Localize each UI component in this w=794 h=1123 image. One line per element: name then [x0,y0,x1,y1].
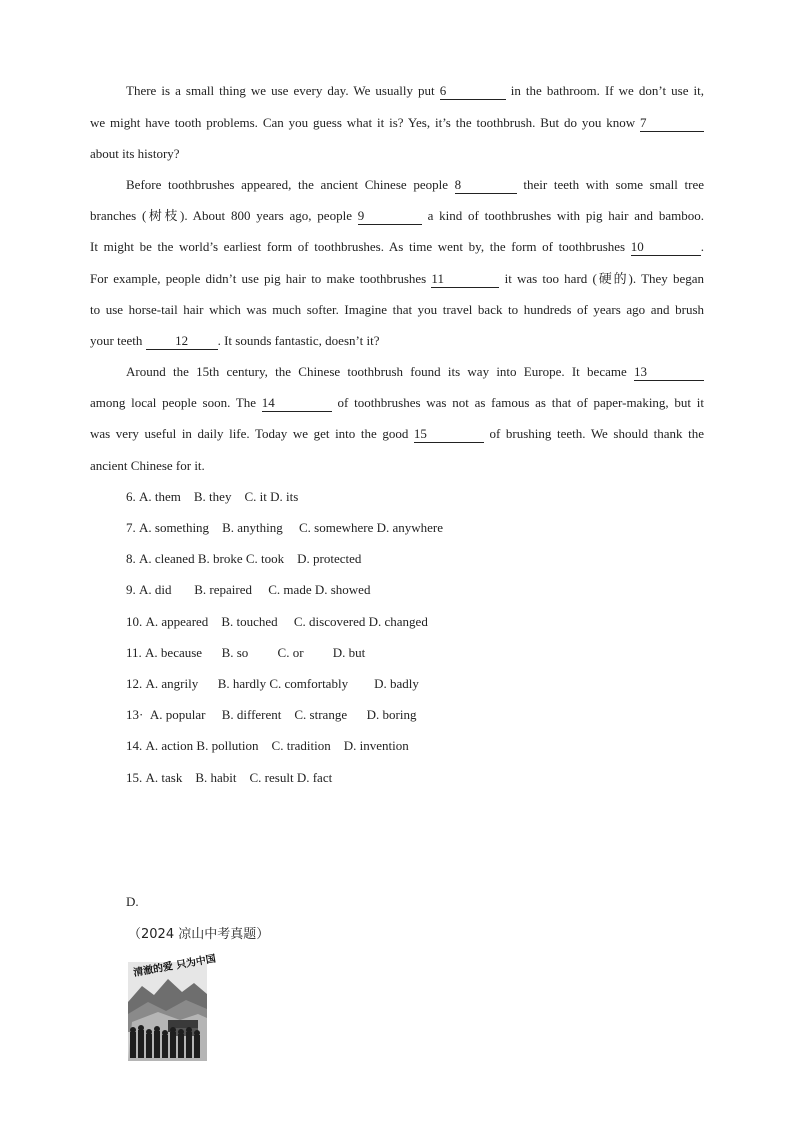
passage-line [90,331,704,351]
poster-illustration [128,953,217,1061]
option-b[interactable]: B. so [221,645,249,660]
option-a[interactable]: A. cleaned [139,551,195,566]
option-d[interactable]: D. but [332,645,366,660]
passage-text: was very useful in daily life. Today we get into the good [90,426,414,441]
option-d[interactable]: D. showed [314,582,371,597]
option-a[interactable]: A. did [139,582,172,597]
passage-line [90,144,704,164]
passage-text: Around the 15th century, the Chinese toothbrush found its way into Europe. It became [126,364,634,379]
option-d[interactable]: D. protected [297,551,362,566]
blank-12[interactable]: 12 [146,333,218,350]
option-d[interactable]: D. invention [343,738,409,753]
option-a[interactable]: A. angrily [145,676,199,691]
passage-line [126,175,704,195]
option-c[interactable]: C. comfortably [269,676,349,691]
option-c[interactable]: C. tradition [271,738,331,753]
option-c[interactable]: C. took [245,551,285,566]
question-number: 7. [126,520,136,535]
question-11 [126,643,365,663]
option-b[interactable]: B. touched [221,614,278,629]
passage-text: to use horse-tail hair which was much softer. Imagine that you travel back to hundreds of years ago and brush [90,302,704,317]
passage-line [126,81,704,101]
option-d[interactable]: D. badly [374,676,419,691]
question-15 [126,768,332,788]
question-9 [126,580,370,600]
blank-10[interactable]: 10 [631,239,701,256]
question-10 [126,612,428,632]
passage-text: we might have tooth problems. Can you guess what it is? Yes, it’s the toothbrush. But do you know [90,115,640,130]
option-b[interactable]: B. different [221,707,282,722]
passage-line [126,362,704,382]
source-note: （2024 凉山中考真题） [128,927,270,942]
passage-line [90,393,704,413]
option-b[interactable]: B. broke [197,551,243,566]
passage-line [90,237,704,257]
question-8 [126,549,361,569]
option-d[interactable]: D. changed [368,614,428,629]
passage-line [90,424,704,444]
option-b[interactable]: B. anything [222,520,283,535]
blank-11[interactable]: 11 [431,271,499,288]
passage-text: a kind of toothbrushes with pig hair and bamboo. [421,208,704,223]
option-c[interactable]: C. result [249,770,294,785]
blank-15[interactable]: 15 [414,426,484,443]
option-a[interactable]: A. task [145,770,183,785]
question-6 [126,487,298,507]
passage-line [90,113,704,133]
passage-text: of brushing teeth. We should thank the [483,426,704,441]
blank-6[interactable]: 6 [440,83,506,100]
blank-13[interactable]: 13 [634,364,704,381]
blank-8[interactable]: 8 [455,177,517,194]
option-a[interactable]: A. something [139,520,210,535]
question-14 [126,736,409,756]
passage-text: ancient Chinese for it. [90,458,205,473]
passage-text: . It sounds fantastic, doesn’t it? [217,333,380,348]
option-a[interactable]: A. action [145,738,194,753]
poster-caption: 清澈的爱 只为中国 [132,953,217,979]
question-number: 12. [126,676,143,691]
passage-line [90,269,704,289]
option-c[interactable]: C. it [244,489,267,504]
passage-line [90,300,704,320]
option-a[interactable]: A. popular [149,707,206,722]
question-7 [126,518,443,538]
passage-text: . [700,239,704,254]
passage-line [90,206,704,226]
passage-text: of toothbrushes was not as famous as that of paper-making, but it [331,395,704,410]
option-d[interactable]: D. anywhere [376,520,444,535]
passage-text: For example, people didn’t use pig hair to make toothbrushes [90,271,432,286]
option-b[interactable]: B. repaired [194,582,253,597]
passage-line [90,456,704,476]
question-number: 9. [126,582,136,597]
option-d[interactable]: D. boring [366,707,417,722]
passage-text: Before toothbrushes appeared, the ancient Chinese people [126,177,455,192]
question-number: 15. [126,770,143,785]
option-b[interactable]: B. habit [195,770,237,785]
poster-image [128,953,217,1061]
passage-text: it was too hard (硬的). They began [499,271,704,286]
option-c[interactable]: C. strange [294,707,348,722]
passage-text: your teeth [90,333,146,348]
passage-text: among local people soon. The [90,395,262,410]
passage-text: There is a small thing we use every day. We usually put [126,83,440,98]
question-number: 10. [126,614,143,629]
section-label: D. [126,894,139,909]
passage-text: branches (树枝). About 800 years ago, people [90,208,358,223]
option-a[interactable]: A. because [145,645,203,660]
question-12 [126,674,419,694]
option-d[interactable]: D. its [270,489,299,504]
passage-text: their teeth with some small tree [516,177,704,192]
passage-text: about its history? [90,146,180,161]
option-c[interactable]: C. somewhere [298,520,374,535]
option-c[interactable]: C. discovered [293,614,366,629]
passage-text: in the bathroom. If we don’t use it, [505,83,704,98]
option-b[interactable]: B. pollution [196,738,259,753]
question-number: 13· [126,707,144,722]
option-b[interactable]: B. hardly [217,676,267,691]
question-13 [126,705,416,725]
question-number: 8. [126,551,136,566]
blank-14[interactable]: 14 [262,395,332,412]
blank-9[interactable]: 9 [358,208,422,225]
question-number: 14. [126,738,143,753]
blank-7[interactable]: 7 [640,115,704,132]
passage-text: It might be the world’s earliest form of toothbrushes. As time went by, the form of toothbrushes [90,239,631,254]
option-c[interactable]: C. made [268,582,312,597]
question-number: 11. [126,645,142,660]
option-c[interactable]: C. or [277,645,304,660]
question-number: 6. [126,489,136,504]
option-a[interactable]: A. appeared [145,614,209,629]
option-d[interactable]: D. fact [296,770,333,785]
option-a[interactable]: A. them [139,489,181,504]
option-b[interactable]: B. they [193,489,232,504]
